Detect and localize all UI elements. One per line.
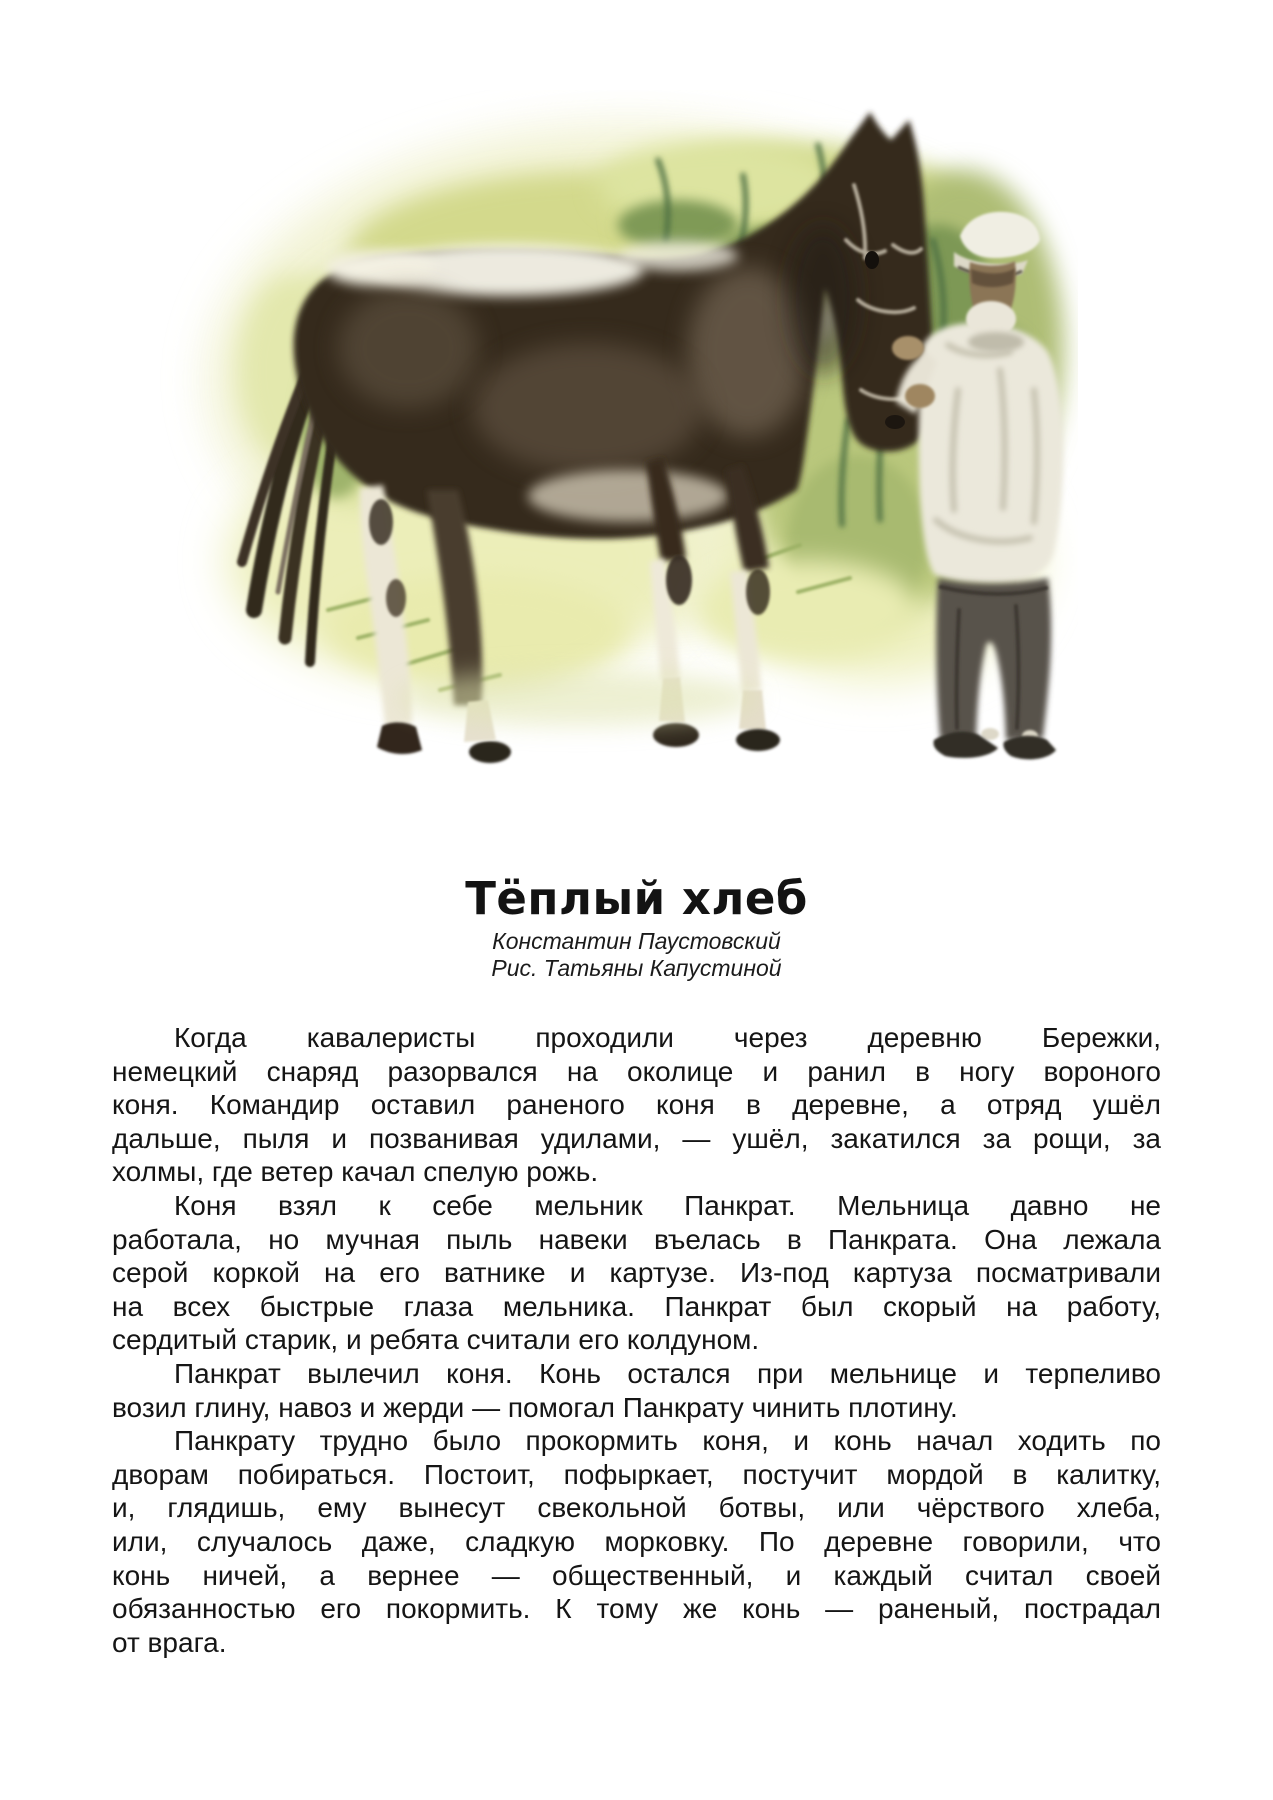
story-paragraph xyxy=(112,1021,1161,1189)
story-line: конь ничей, а вернее — общественный, и каждый считал своей xyxy=(112,1559,1161,1591)
story-line: работала, но мучная пыль навеки въелась в Панкрата. Она лежала xyxy=(112,1223,1161,1255)
horse-and-miller-illustration xyxy=(158,90,1078,790)
story-line: Панкрату трудно было прокормить коня, и конь начал ходить по xyxy=(174,1425,1161,1457)
story-illustration xyxy=(158,90,1078,790)
story-header xyxy=(0,874,1273,982)
story-paragraph xyxy=(112,1424,1161,1659)
story-byline xyxy=(0,928,1273,982)
story-paragraph xyxy=(112,1189,1161,1357)
story-line: Панкрат вылечил коня. Конь остался при мельнице и терпеливо xyxy=(174,1357,1161,1389)
story-line: дворам побираться. Постоит, пофыркает, постучит мордой в калитку, xyxy=(112,1458,1161,1490)
story-line: Коня взял к себе мельник Панкрат. Мельница давно не xyxy=(174,1189,1161,1221)
illustrator-credit: Рис. Татьяны Капустиной xyxy=(491,955,782,981)
story-line: дальше, пыля и позванивая удилами, — ушёл, закатился за рощи, за xyxy=(112,1122,1161,1154)
story-line: и, глядишь, ему вынесут свекольной ботвы, или чёрствого хлеба, xyxy=(112,1492,1161,1524)
story-line: возил глину, навоз и жерди — помогал Панкрату чинить плотину. xyxy=(112,1391,958,1423)
miller-trousers xyxy=(936,578,1051,740)
story-line: или, случалось даже, сладкую морковку. По деревне говорили, что xyxy=(112,1525,1161,1557)
miller-jacket xyxy=(919,323,1064,583)
miller-hand-lower xyxy=(905,384,935,408)
story-line: от врага. xyxy=(112,1626,227,1658)
story-text xyxy=(112,1021,1161,1659)
miller-shoe-right xyxy=(1003,736,1056,760)
story-title: Тёплый хлеб xyxy=(465,872,808,925)
story-line: Когда кавалеристы проходили через деревню Бережки, xyxy=(174,1022,1161,1053)
horse-eye xyxy=(865,251,879,269)
story-paragraph xyxy=(112,1357,1161,1424)
story-line: немецкий снаряд разорвался на околице и ранил в ногу вороного xyxy=(112,1055,1161,1087)
story-line: серой коркой на его ватнике и картузе. Из-под картуза посматривали xyxy=(112,1257,1161,1289)
story-line: обязанностью его покормить. К тому же конь — раненый, пострадал xyxy=(112,1593,1161,1625)
story-line: на всех быстрые глаза мельника. Панкрат был скорый на работу, xyxy=(112,1290,1161,1322)
story-line: сердитый старик, и ребята считали его колдуном. xyxy=(112,1324,760,1356)
story-line: холмы, где ветер качал спелую рожь. xyxy=(112,1156,599,1188)
story-author: Константин Паустовский xyxy=(492,928,781,954)
miller-beard xyxy=(966,301,1016,337)
horse-nostril xyxy=(885,415,905,429)
story-line: коня. Командир оставил раненого коня в деревне, а отряд ушёл xyxy=(112,1089,1161,1121)
miller-hand-upper xyxy=(892,336,924,360)
